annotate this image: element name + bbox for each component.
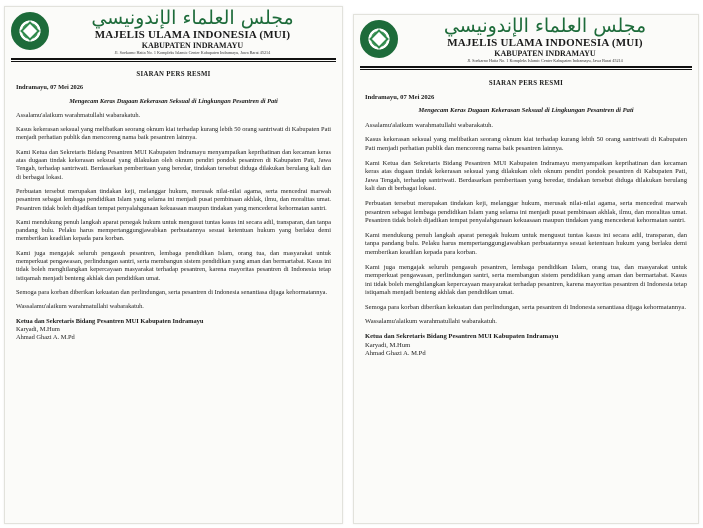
paragraph: Perbuatan tersebut merupakan tindakan keji, melanggar hukum, merusak nilai-nilai agama, serta mencedrai marwah pesantren sebagai lembaga pendidikan Islam yang selama ini menjadi pusat pembinaan akhlak, ilmu, dan moralitas umat. Pesantren tidak boleh dijadikan tempat penyalahgunaan kekuasaan maupun tindakan yang mencederai kehormatan santri. — [365, 199, 687, 225]
closing: Wassalamu'alaikum warahmatullahi wabarakatuh. — [16, 303, 144, 311]
letter-date: Indramayu, 07 Mei 2026 — [365, 93, 435, 101]
paragraph: Kami Ketua dan Sekretaris Bidang Pesantren MUI Kabupaten Indramayu menyampaikan keprihatinan dan kecaman keras atas dugaan tindak kekerasan seksual yang dilakukan oleh oknum pendiri pondok pesantren di Kabupaten Pati, Jawa Tengah, terhadap santriwati. Berdasarkan pemberitaan yang beredar, tindakan tersebut diduga dilakukan berulang kali dan di berbagai lokasi. — [16, 148, 331, 181]
signatory-title: Ketua dan Sekretaris Bidang Pesantren MUI Kabupaten Indramayu — [16, 317, 204, 325]
letterhead — [354, 15, 698, 65]
organization-name: MAJELIS ULAMA INDONESIA (MUI) — [447, 37, 643, 49]
paragraph: Kami mendukung penuh langkah aparat penegak hukum untuk mengusut tuntas kasus ini secara adil, transparan, dan tanpa pandang bulu. Pelaku harus mempertanggungjawabkan perbuatannya sesuai ketentuan hukum yang berlaku demi memberikan keadilan kepada para korban. — [365, 231, 687, 256]
letter-body — [354, 80, 698, 359]
organization-name: MAJELIS ULAMA INDONESIA (MUI) — [94, 29, 291, 41]
letterhead-divider — [360, 66, 692, 70]
signatory-name: Ahmad Ghazi A. M.Pd — [365, 350, 426, 358]
signatory-name: Karyadi, M.Hum — [365, 341, 411, 349]
document-heading: SIARAN PERS RESMI — [136, 71, 211, 78]
address: Jl. Soekarno Hatta No. 1 Kompleks Islamic Center Kabupaten Indramayu, Jawa Barat 45214 — [114, 50, 271, 55]
letterhead-text — [49, 7, 336, 55]
address: Jl. Soekarno Hatta No. 1 Kompleks Islamic Center Kabupaten Indramayu, Jawa Barat 45214 — [467, 58, 623, 63]
letterhead-text — [398, 15, 692, 63]
paragraph: Kami juga mengajak seluruh pengasuh pesantren, lembaga pendidikan Islam, orang tua, dan masyarakat untuk memperkuat pengawasan, perlindungan santri, serta membangun sistem pendidikan yang aman dan bermartabat. Kasus ini tidak boleh menghilangkan kepercayaan masyarakat terhadap pesantren, karena mayoritas pesantren di Indonesia tetap istiqamah menjadi benteng akhlak dan pendidikan umat. — [16, 249, 331, 282]
paragraph: Kami mendukung penuh langkah aparat penegak hukum untuk mengusut tuntas kasus ini secara adil, transparan, dan tanpa pandang bulu. Pelaku harus mempertanggungjawabkan perbuatannya sesuai ketentuan hukum yang berlaku demi memberikan keadilan kepada para korban. — [16, 218, 331, 243]
closing: Wassalamu'alaikum warahmatullahi wabarakatuh. — [365, 318, 497, 326]
regency-name: KABUPATEN INDRAMAYU — [494, 49, 596, 58]
paragraph: Kami Ketua dan Sekretaris Bidang Pesantren MUI Kabupaten Indramayu menyampaikan keprihatinan dan kecaman keras atas dugaan tindak kekerasan seksual yang dilakukan oleh oknum pendiri pondok pesantren di Kabupaten Pati, Jawa Tengah, terhadap santriwati. Berdasarkan pemberitaan yang beredar, tindakan tersebut diduga dilakukan berulang kali dan di berbagai lokasi. — [365, 159, 687, 193]
paragraph: Kasus kekerasan seksual yang melibatkan seorang oknum kiai terhadap kurang lebih 50 orang santriwati di Kabupaten Pati menjadi perhatian publik dan mencoreng nama baik pesantren lainnya. — [16, 126, 331, 142]
signatory-title: Ketua dan Sekretaris Bidang Pesantren MUI Kabupaten Indramayu — [365, 333, 559, 341]
letter-subject: Mengecam Keras Dugaan Kekerasan Seksual di Lingkungan Pesantren di Pati — [69, 97, 278, 105]
greeting: Assalamu'alaikum warahmatullahi wabarakatuh. — [16, 111, 141, 119]
press-release-page-left — [4, 6, 343, 524]
paragraph: Kami juga mengajak seluruh pengasuh pesantren, lembaga pendidikan Islam, orang tua, dan masyarakat untuk memperkuat pengawasan, perlindungan santri, serta membangun sistem pendidikan yang aman dan bermartabat. Kasus ini tidak boleh menghilangkan kepercayaan masyarakat terhadap pesantren, karena mayoritas pesantren di Indonesia tetap istiqamah menjadi benteng akhlak dan pendidikan umat. — [365, 263, 687, 297]
arabic-title: مجلس العلماء الإندونيسي — [443, 15, 647, 37]
letter-date: Indramayu, 07 Mei 2026 — [16, 84, 84, 92]
regency-name: KABUPATEN INDRAMAYU — [141, 41, 244, 50]
document-heading: SIARAN PERS RESMI — [488, 80, 564, 87]
letter-subject: Mengecam Keras Dugaan Kekerasan Seksual di Lingkungan Pesantren di Pati — [418, 107, 634, 115]
letterhead-divider — [11, 58, 336, 62]
press-release-page-right — [353, 14, 699, 524]
signatory-name: Ahmad Ghazi A. M.Pd — [16, 334, 75, 342]
paragraph: Kasus kekerasan seksual yang melibatkan seorang oknum kiai terhadap kurang lebih 50 orang santriwati di Kabupaten Pati menjadi perhatian publik dan mencoreng nama baik pesantren lainnya. — [365, 136, 687, 152]
paragraph: Perbuatan tersebut merupakan tindakan keji, melanggar hukum, merusak nilai-nilai agama, serta mencedrai marwah pesantren sebagai lembaga pendidikan Islam yang selama ini menjadi pusat pembinaan akhlak, ilmu, dan moralitas umat. Pesantren tidak boleh dijadikan tempat penyalahgunaan kekuasaan maupun tindakan yang mencederai kehormatan santri. — [16, 187, 331, 212]
paragraph: Semoga para korban diberikan kekuatan dan perlindungan, serta pesantren di Indonesia senantiasa dijaga kehormatannya. — [16, 288, 328, 296]
mui-logo-icon — [11, 12, 49, 50]
arabic-title: مجلس العلماء الإندونيسي — [91, 7, 294, 29]
paragraph: Semoga para korban diberikan kekuatan dan perlindungan, serta pesantren di Indonesia senantiasa dijaga kehormatannya. — [365, 303, 686, 311]
greeting: Assalamu'alaikum warahmatullahi wabarakatuh. — [365, 121, 494, 129]
mui-logo-icon — [360, 20, 398, 58]
letter-body — [5, 71, 342, 342]
signatory-name: Karyadi, M.Hum — [16, 325, 60, 333]
letterhead — [5, 7, 342, 57]
